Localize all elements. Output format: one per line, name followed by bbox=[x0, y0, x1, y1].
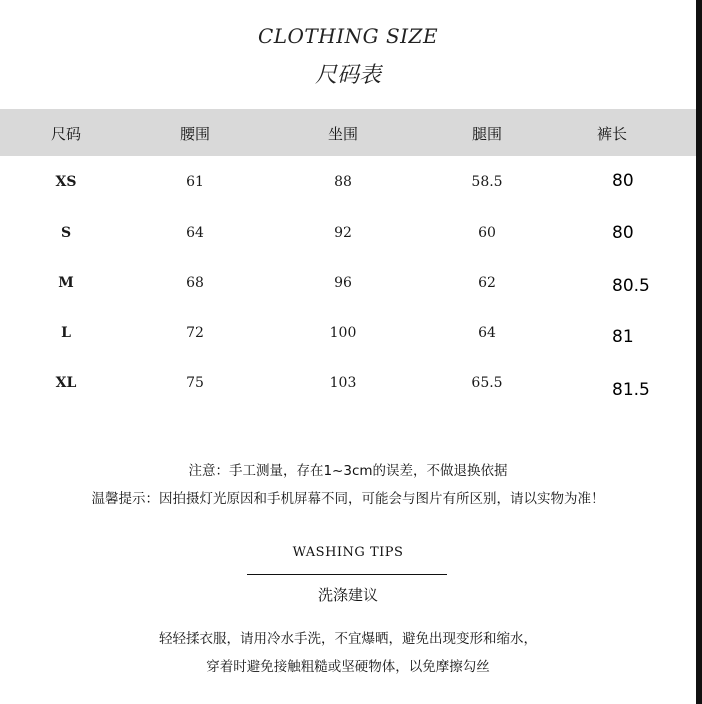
size-cell: XS bbox=[55, 174, 77, 190]
column-header-size: 尺码 bbox=[50, 125, 81, 143]
measurement-note: 注意：手工测量，存在1~3cm的误差，不做退换依据 bbox=[188, 463, 508, 479]
thigh-cell: 62 bbox=[478, 275, 496, 291]
size-cell: L bbox=[61, 325, 71, 341]
color-disclaimer-note: 温馨提示：因拍摄灯光原因和手机屏幕不同，可能会与图片有所区别，请以实物为准！ bbox=[91, 491, 605, 507]
thigh-cell: 60 bbox=[478, 225, 496, 241]
size-cell: M bbox=[58, 275, 74, 291]
size-cell: XL bbox=[55, 375, 77, 391]
thigh-cell: 58.5 bbox=[471, 174, 503, 190]
washing-tips-title-en: WASHING TIPS bbox=[292, 545, 404, 560]
column-header-waist: 腰围 bbox=[179, 125, 210, 143]
washing-tips-divider bbox=[247, 574, 447, 575]
washing-tips-title-cn: 洗涤建议 bbox=[317, 586, 378, 604]
column-header-hip: 坐围 bbox=[327, 125, 358, 143]
thigh-cell: 64 bbox=[478, 325, 496, 341]
page-title-en: CLOTHING SIZE bbox=[257, 24, 439, 48]
hip-cell: 96 bbox=[334, 275, 352, 291]
waist-cell: 75 bbox=[186, 375, 204, 391]
page-title-cn: 尺码表 bbox=[314, 63, 381, 88]
hip-cell: 92 bbox=[334, 225, 352, 241]
page-right-edge bbox=[696, 0, 702, 704]
hip-cell: 100 bbox=[329, 325, 357, 341]
column-header-length: 裤长 bbox=[596, 125, 627, 143]
length-cell: 80.5 bbox=[612, 276, 650, 296]
waist-cell: 61 bbox=[186, 174, 204, 190]
washing-tip-line-2: 穿着时避免接触粗糙或坚硬物体，以免摩擦勾丝 bbox=[206, 659, 490, 675]
length-cell: 81.5 bbox=[612, 380, 650, 400]
waist-cell: 68 bbox=[186, 275, 204, 291]
length-cell: 80 bbox=[612, 223, 634, 243]
length-cell: 80 bbox=[612, 171, 634, 191]
column-header-thigh: 腿围 bbox=[471, 125, 502, 143]
waist-cell: 72 bbox=[186, 325, 204, 341]
thigh-cell: 65.5 bbox=[471, 375, 503, 391]
hip-cell: 88 bbox=[334, 174, 352, 190]
size-cell: S bbox=[60, 225, 72, 241]
washing-tip-line-1: 轻轻揉衣服，请用冷水手洗，不宜爆晒，避免出现变形和缩水， bbox=[159, 631, 537, 647]
hip-cell: 103 bbox=[329, 375, 357, 391]
waist-cell: 64 bbox=[186, 225, 204, 241]
length-cell: 81 bbox=[612, 327, 634, 347]
